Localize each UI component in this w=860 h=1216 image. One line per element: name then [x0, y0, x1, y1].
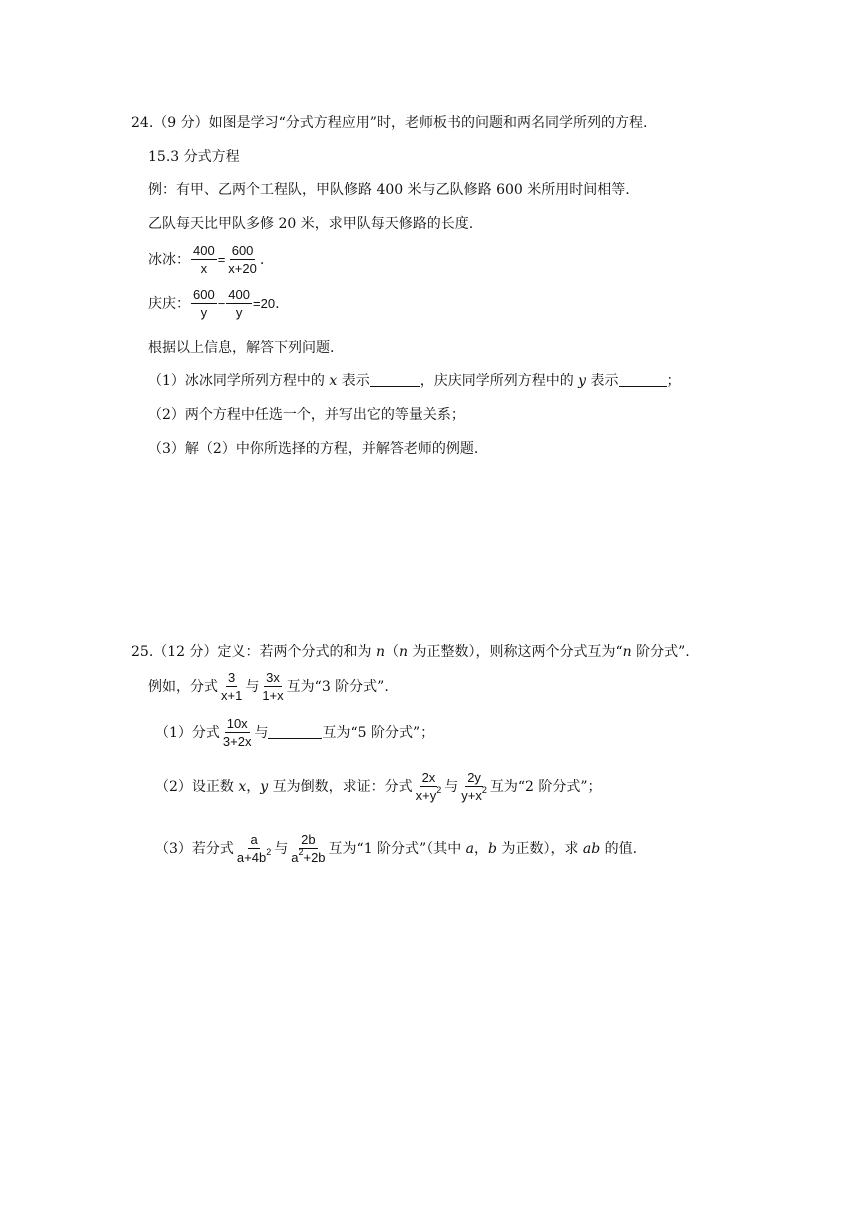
q24-board-title: 15.3 分式方程: [148, 149, 240, 165]
part1-end: ；: [666, 373, 681, 389]
part2-second-fraction: [459, 771, 489, 803]
q25-number: 25.: [131, 644, 154, 660]
part3-first-fraction: [235, 833, 273, 865]
variable-x: x: [329, 373, 338, 389]
qingqing-first-fraction: [191, 288, 217, 320]
variable-y: y: [260, 779, 269, 795]
fraction-denominator: x+1: [221, 688, 243, 703]
fraction-denominator: 3+2x: [222, 734, 252, 749]
minus-sign: −: [217, 296, 226, 311]
with-word: 与: [245, 679, 260, 695]
q24-part2: （2）两个方程中任选一个，并写出它的等量关系；: [148, 407, 465, 423]
equation-period: .: [259, 252, 265, 268]
exponent: 2: [436, 784, 442, 795]
part1-text: 表示: [586, 373, 619, 389]
exponent: 2: [266, 846, 272, 857]
part2-text: 互为倒数，求证：分式: [268, 779, 413, 795]
fraction-denominator: [414, 784, 444, 803]
answer-blank[interactable]: [370, 372, 420, 387]
qingqing-label: 庆庆：: [148, 296, 190, 312]
q25-part3: [155, 833, 637, 865]
fraction-denominator: x+20: [228, 261, 257, 276]
q25-stem-text: （: [385, 644, 400, 660]
variable-ab: ab: [582, 841, 601, 857]
fraction-denominator: [289, 846, 327, 865]
comma: ，: [474, 841, 489, 857]
q25-stem-line: [131, 643, 690, 661]
denominator-rest: +2b: [303, 850, 326, 865]
part2-suffix: 互为“2 阶分式”；: [489, 779, 602, 795]
q25-stem-text: 为正整数），则称这两个分式互为“: [408, 644, 623, 660]
variable-n: n: [375, 644, 386, 660]
variable-a: a: [465, 841, 475, 857]
denominator-base: y+x: [461, 788, 482, 803]
fraction-numerator: 600: [231, 243, 254, 258]
example-second-fraction: [260, 671, 285, 703]
answer-blank[interactable]: [268, 724, 322, 739]
part1-prefix: （1）冰冰同学所列方程中的: [148, 373, 330, 389]
with-word: 与: [254, 725, 269, 741]
part3-text: 互为“1 阶分式”（其中: [328, 841, 466, 857]
part3-second-fraction: [289, 833, 327, 865]
bingbing-lhs-fraction: [191, 244, 217, 276]
q24-number: 24.: [131, 115, 154, 131]
variable-y: y: [578, 373, 587, 389]
q25-part1: [155, 717, 434, 749]
variable-n: n: [622, 644, 632, 660]
exponent: 2: [481, 784, 487, 795]
q24-part1: [148, 372, 681, 390]
fraction-numerator: 10x: [226, 716, 248, 731]
variable-x: x: [238, 779, 247, 795]
part1-text: ，庆庆同学所列方程中的: [419, 373, 579, 389]
part1-prefix: （1）分式: [155, 725, 220, 741]
example-suffix: 互为“3 阶分式”.: [286, 679, 389, 695]
q24-example-line1: 例：有甲、乙两个工程队，甲队修路 400 米与乙队修路 600 米所用时间相等.: [148, 182, 630, 198]
q25-stem-text: 阶分式”.: [631, 644, 690, 660]
exponent: 2: [298, 846, 304, 857]
bingbing-rhs-fraction: [226, 244, 259, 276]
fraction-denominator: [459, 784, 489, 803]
part1-text: 表示: [337, 373, 370, 389]
fraction-denominator: x: [200, 261, 208, 276]
part2-text: （2）设正数: [155, 779, 239, 795]
fraction-numerator: a: [250, 832, 258, 847]
q24-part3: （3）解（2）中你所选择的方程，并解答老师的例题.: [148, 441, 479, 457]
fraction-numerator: 2b: [301, 832, 316, 847]
with-word: 与: [444, 779, 459, 795]
fraction-denominator: 1+x: [262, 688, 284, 703]
fraction-denominator: y: [200, 305, 208, 320]
q25-stem-text: 定义：若两个分式的和为: [217, 644, 376, 660]
variable-b: b: [488, 841, 497, 857]
equation-rhs: =20: [253, 296, 276, 311]
denominator-base: a: [291, 850, 299, 865]
q24-qingqing-equation: [148, 288, 280, 320]
with-word: 与: [274, 841, 289, 857]
comma: ，: [246, 779, 261, 795]
q24-example-line2: 乙队每天比甲队多修 20 米，求甲队每天修路的长度.: [148, 216, 474, 232]
q25-example: [148, 671, 389, 703]
q24-instruction: 根据以上信息，解答下列问题.: [148, 340, 335, 356]
qingqing-second-fraction: [226, 288, 252, 320]
part1-fraction: [221, 717, 254, 749]
denominator-base: a+4b: [236, 850, 267, 865]
answer-blank[interactable]: [619, 372, 667, 387]
fraction-denominator: [235, 846, 273, 865]
fraction-numerator: 3: [228, 670, 236, 685]
q24-stem: 如图是学习“分式方程应用”时，老师板书的问题和两名同学所列的方程.: [208, 115, 648, 131]
part3-text: 为正数），求: [497, 841, 583, 857]
fraction-numerator: 400: [193, 243, 215, 258]
part1-suffix: 互为“5 阶分式”；: [322, 725, 435, 741]
fraction-numerator: 2x: [421, 770, 436, 785]
fraction-numerator: 3x: [266, 670, 280, 685]
fraction-numerator: 600: [193, 287, 215, 302]
denominator-base: x+y: [415, 788, 437, 803]
example-first-fraction: [219, 671, 244, 703]
fraction-numerator: 400: [228, 287, 250, 302]
part3-text: 的值.: [600, 841, 638, 857]
example-prefix: 例如，分式: [148, 679, 218, 695]
variable-n: n: [399, 644, 409, 660]
q24-stem-line: [131, 114, 647, 132]
q24-bingbing-equation: [148, 244, 264, 276]
equals-sign: =: [217, 252, 226, 267]
equation-period: .: [275, 296, 280, 312]
q25-part2: [155, 771, 602, 803]
part2-first-fraction: [414, 771, 444, 803]
bingbing-label: 冰冰：: [148, 252, 190, 268]
fraction-numerator: 2y: [467, 770, 481, 785]
q25-score: （12 分）: [153, 644, 218, 660]
fraction-denominator: y: [235, 305, 243, 320]
q24-score: （9 分）: [153, 115, 209, 131]
part3-text: （3）若分式: [155, 841, 234, 857]
